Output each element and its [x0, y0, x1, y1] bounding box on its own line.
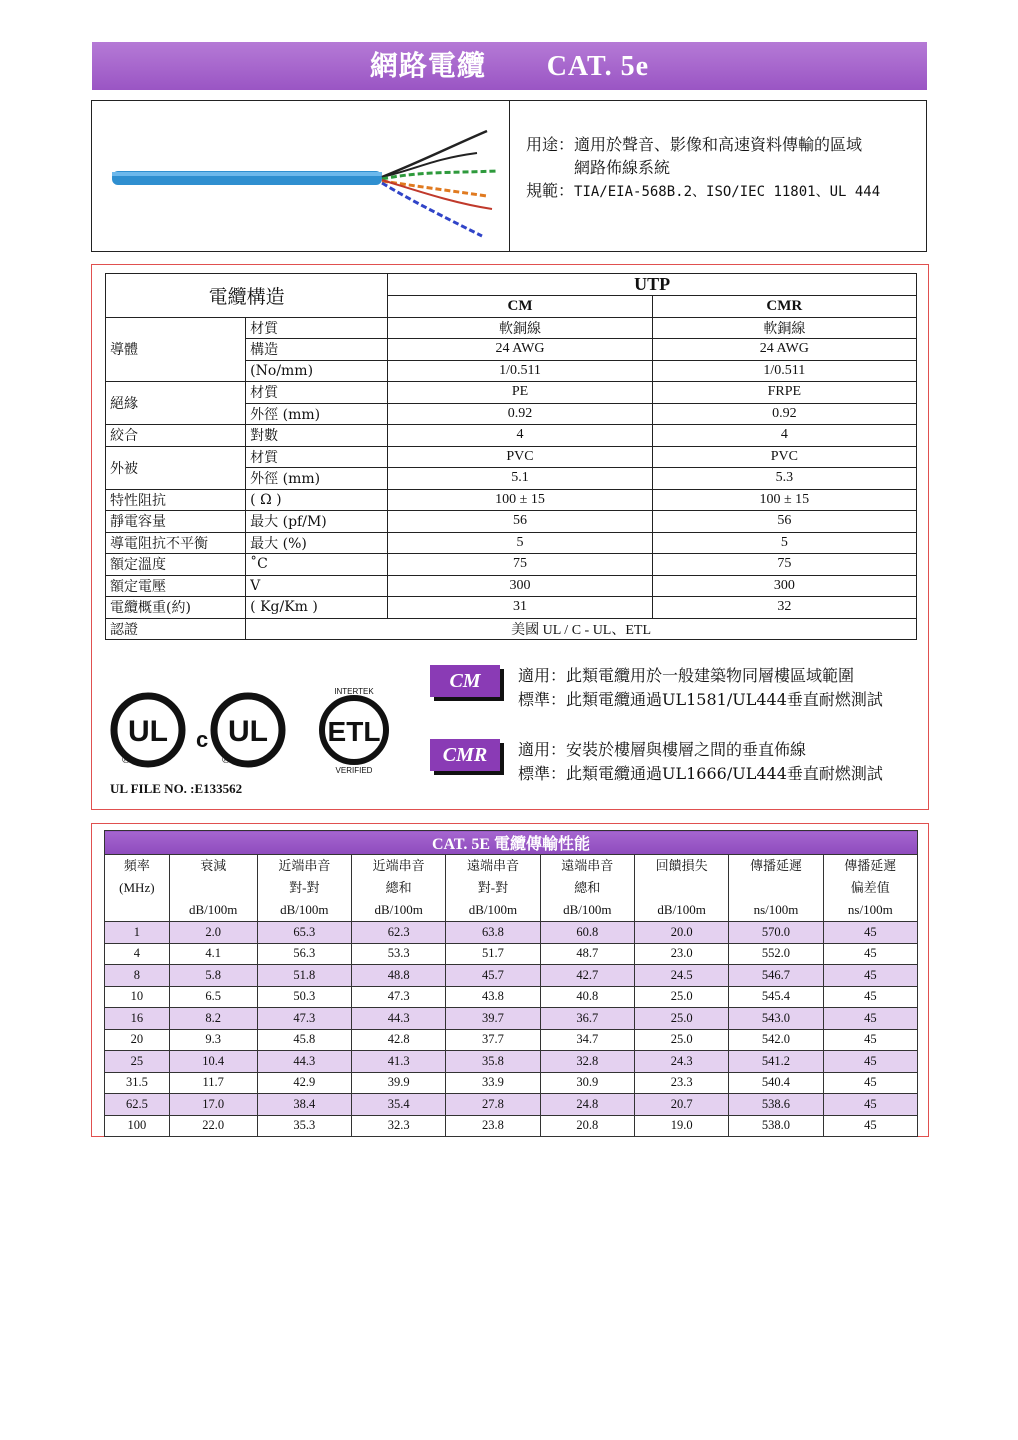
spec-item: 外徑 (mm) — [246, 468, 388, 490]
table-cell: 35.4 — [351, 1094, 445, 1116]
usage-line-2: 網路佈線系統 — [574, 158, 671, 177]
header-line: 總和 — [574, 880, 601, 895]
cm-header: CM — [388, 296, 652, 318]
table-cell: 56.3 — [257, 943, 351, 965]
performance-header-cell — [351, 855, 445, 922]
table-row — [105, 1051, 918, 1073]
header-line: dB/100m — [189, 902, 238, 917]
spec-cmr-value: 75 — [652, 554, 916, 576]
spec-group: 額定溫度 — [106, 554, 246, 576]
table-cell: 45 — [823, 1029, 917, 1051]
etl-logo-text: ETL — [327, 716, 381, 747]
spec-cmr-value: 0.92 — [652, 403, 916, 425]
table-row — [105, 1115, 918, 1137]
table-cell: 47.3 — [257, 1008, 351, 1030]
ul-logo-text: UL — [128, 715, 168, 748]
spec-item: (No/mm) — [246, 360, 388, 382]
table-cell: 41.3 — [351, 1051, 445, 1073]
table-row — [105, 965, 918, 987]
spec-cmr-value: 1/0.511 — [652, 360, 916, 382]
table-row — [105, 1094, 918, 1116]
performance-header-cell — [257, 855, 351, 922]
performance-header-cell — [540, 855, 634, 922]
table-cell: 50.3 — [257, 986, 351, 1008]
usage-line-1: 適用於聲音、影像和高速資料傳輸的區域 — [574, 135, 863, 154]
table-cell: 32.8 — [540, 1051, 634, 1073]
spec-cmr-value: 32 — [652, 597, 916, 619]
table-cell: 5.8 — [169, 965, 257, 987]
standard-value: TIA/EIA-568B.2、ISO/IEC 11801、UL 444 — [574, 184, 881, 200]
performance-header-cell — [634, 855, 728, 922]
table-cell: 538.6 — [729, 1094, 823, 1116]
spec-cmr-value: FRPE — [652, 382, 916, 404]
verified-text: VERIFIED — [335, 766, 373, 775]
table-cell: 4 — [105, 943, 170, 965]
spec-cm-value: 5 — [388, 532, 652, 554]
spec-cm-value: PVC — [388, 446, 652, 468]
spec-item: 最大 (pf/M) — [246, 511, 388, 533]
c-ul-logo-text: UL — [228, 715, 268, 748]
spec-item: 材質 — [246, 317, 388, 339]
table-cell: 25.0 — [634, 1029, 728, 1051]
spec-item: ( Ω ) — [246, 489, 388, 511]
header-line: dB/100m — [374, 902, 423, 917]
c-ul-prefix: c — [196, 727, 209, 752]
spec-item: ˚C — [246, 554, 388, 576]
spec-cm-value: 300 — [388, 575, 652, 597]
cmr-header: CMR — [652, 296, 916, 318]
header-line: dB/100m — [468, 902, 518, 917]
performance-header-cell — [169, 855, 257, 922]
cm-standard-text: 標準：此類電纜通過UL1581/UL444垂直耐燃測試 — [518, 690, 883, 709]
usage-label: 用途： — [526, 135, 575, 154]
spec-cm-value: 1/0.511 — [388, 360, 652, 382]
table-cell: 45 — [823, 1072, 917, 1094]
table-cell: 17.0 — [169, 1094, 257, 1116]
table-cell: 34.7 — [540, 1029, 634, 1051]
spec-cmr-value: 100 ± 15 — [652, 489, 916, 511]
header-line — [729, 877, 822, 899]
header-line: dB/100m — [280, 902, 329, 917]
table-cell: 40.8 — [540, 986, 634, 1008]
certification-logos — [110, 685, 400, 779]
table-cell: 47.3 — [351, 986, 445, 1008]
performance-header-cell — [446, 855, 540, 922]
table-row — [105, 922, 918, 944]
header-line: 對-對 — [289, 880, 320, 895]
spec-box — [91, 264, 929, 810]
table-cell: 37.7 — [446, 1029, 540, 1051]
spec-group: 電纜概重(約) — [106, 597, 246, 619]
table-cell: 540.4 — [729, 1072, 823, 1094]
spec-cm-value: PE — [388, 382, 652, 404]
performance-header-cell — [729, 855, 823, 922]
table-cell: 45 — [823, 965, 917, 987]
header-line: 傳播延遲 — [844, 858, 897, 873]
table-cell: 22.0 — [169, 1115, 257, 1137]
header-line: 遠端串音 — [561, 858, 614, 873]
spec-cm-value: 75 — [388, 554, 652, 576]
construction-header: 電纜構造 — [106, 274, 388, 318]
spec-cmr-value: 5 — [652, 532, 916, 554]
ul-logo — [114, 696, 182, 766]
spec-cmr-value: 5.3 — [652, 468, 916, 490]
table-cell: 1 — [105, 922, 170, 944]
table-cell: 2.0 — [169, 922, 257, 944]
table-cell: 24.8 — [540, 1094, 634, 1116]
table-cell: 100 — [105, 1115, 170, 1137]
table-cell: 63.8 — [446, 922, 540, 944]
intertek-text: INTERTEK — [334, 687, 374, 696]
header-line: 總和 — [385, 880, 412, 895]
spec-cm-value: 24 AWG — [388, 339, 652, 361]
table-cell: 20 — [105, 1029, 170, 1051]
header-line: ns/100m — [847, 902, 893, 917]
header-line: 對-對 — [477, 880, 509, 895]
table-cell: 39.9 — [351, 1072, 445, 1094]
spec-item: 最大 (%) — [246, 532, 388, 554]
performance-title: CAT. 5E 電纜傳輸性能 — [105, 831, 918, 855]
table-cell: 65.3 — [257, 922, 351, 944]
table-cell: 27.8 — [446, 1094, 540, 1116]
title-bar — [92, 42, 927, 90]
title-chinese: 網路電纜 — [369, 49, 486, 82]
table-cell: 24.3 — [634, 1051, 728, 1073]
header-line: dB/100m — [657, 902, 706, 917]
table-cell: 11.7 — [169, 1072, 257, 1094]
table-cell: 10 — [105, 986, 170, 1008]
header-line: 偏差值 — [850, 880, 890, 895]
header-line: 衰減 — [200, 858, 227, 873]
table-cell: 570.0 — [729, 922, 823, 944]
cert-value: 美國 UL / C - UL、ETL — [246, 618, 917, 640]
table-cell: 23.8 — [446, 1115, 540, 1137]
table-cell: 60.8 — [540, 922, 634, 944]
spec-item: V — [246, 575, 388, 597]
table-cell: 8.2 — [169, 1008, 257, 1030]
table-cell: 45.7 — [446, 965, 540, 987]
performance-box — [91, 823, 929, 1137]
spec-cm-value: 0.92 — [388, 403, 652, 425]
table-cell: 545.4 — [729, 986, 823, 1008]
header-line: 回饋損失 — [655, 858, 708, 873]
cmr-usage-text: 適用：安裝於樓層與樓層之間的垂直佈線 — [518, 740, 807, 759]
table-cell: 38.4 — [257, 1094, 351, 1116]
header-line — [105, 899, 169, 921]
table-cell: 30.9 — [540, 1072, 634, 1094]
cmr-badge: CMR — [430, 739, 500, 771]
table-cell: 42.9 — [257, 1072, 351, 1094]
c-ul-logo — [196, 696, 282, 766]
performance-header-cell — [823, 855, 917, 922]
spec-cmr-value: 4 — [652, 425, 916, 447]
table-cell: 546.7 — [729, 965, 823, 987]
table-cell: 45 — [823, 1008, 917, 1030]
table-cell: 4.1 — [169, 943, 257, 965]
table-cell: 31.5 — [105, 1072, 170, 1094]
header-line: dB/100m — [563, 902, 612, 917]
table-cell: 48.8 — [351, 965, 445, 987]
spec-cmr-value: PVC — [652, 446, 916, 468]
header-line: 近端串音 — [278, 858, 331, 873]
spec-group: 額定電壓 — [106, 575, 246, 597]
ul-registered-mark: ® — [122, 754, 131, 766]
table-row — [105, 986, 918, 1008]
table-cell: 45 — [823, 1094, 917, 1116]
table-cell: 44.3 — [257, 1051, 351, 1073]
cable-image — [92, 101, 510, 251]
c-ul-registered-mark: ® — [222, 754, 231, 766]
intro-box — [91, 100, 927, 252]
table-cell: 35.8 — [446, 1051, 540, 1073]
table-cell: 25.0 — [634, 986, 728, 1008]
spec-group: 絞合 — [106, 425, 246, 447]
cert-label: 認證 — [106, 618, 246, 640]
header-line: 遠端串音 — [466, 858, 519, 873]
table-cell: 51.7 — [446, 943, 540, 965]
spec-item: 材質 — [246, 446, 388, 468]
header-line: 頻率 — [123, 858, 150, 873]
usage-text — [526, 133, 880, 204]
etl-logo — [322, 687, 386, 775]
table-row — [105, 943, 918, 965]
table-cell: 23.0 — [634, 943, 728, 965]
table-cell: 43.8 — [446, 986, 540, 1008]
table-cell: 6.5 — [169, 986, 257, 1008]
title-category: CAT. 5e — [546, 51, 650, 82]
table-cell: 42.7 — [540, 965, 634, 987]
spec-cm-value: 4 — [388, 425, 652, 447]
table-cell: 45 — [823, 1115, 917, 1137]
cm-badge: CM — [430, 665, 500, 697]
spec-cmr-value: 300 — [652, 575, 916, 597]
table-cell: 62.3 — [351, 922, 445, 944]
cm-usage-text: 適用：此類電纜用於一般建築物同層樓區域範圍 — [518, 666, 855, 685]
table-cell: 552.0 — [729, 943, 823, 965]
table-cell: 20.0 — [634, 922, 728, 944]
spec-cmr-value: 56 — [652, 511, 916, 533]
table-cell: 45 — [823, 943, 917, 965]
spec-group: 外被 — [106, 446, 246, 489]
header-line: (MHz) — [119, 880, 155, 895]
table-cell: 44.3 — [351, 1008, 445, 1030]
table-cell: 45 — [823, 1051, 917, 1073]
table-cell: 25.0 — [634, 1008, 728, 1030]
standard-label: 規範： — [526, 181, 575, 200]
table-cell: 8 — [105, 965, 170, 987]
table-cell: 53.3 — [351, 943, 445, 965]
table-cell: 35.3 — [257, 1115, 351, 1137]
spec-item: 材質 — [246, 382, 388, 404]
spec-group: 導體 — [106, 317, 246, 382]
table-cell: 39.7 — [446, 1008, 540, 1030]
table-cell: 24.5 — [634, 965, 728, 987]
table-cell: 42.8 — [351, 1029, 445, 1051]
spec-cm-value: 56 — [388, 511, 652, 533]
table-cell: 16 — [105, 1008, 170, 1030]
spec-cmr-value: 24 AWG — [652, 339, 916, 361]
table-cell: 45 — [823, 986, 917, 1008]
table-cell: 9.3 — [169, 1029, 257, 1051]
table-cell: 10.4 — [169, 1051, 257, 1073]
table-cell: 51.8 — [257, 965, 351, 987]
table-cell: 20.8 — [540, 1115, 634, 1137]
spec-group: 導電阻抗不平衡 — [106, 532, 246, 554]
table-cell: 48.7 — [540, 943, 634, 965]
cmr-standard-text: 標準：此類電纜通過UL1666/UL444垂直耐燃測試 — [518, 764, 883, 783]
table-cell: 45 — [823, 922, 917, 944]
performance-header-cell — [105, 855, 170, 922]
spec-cm-value: 軟銅線 — [388, 317, 652, 339]
table-cell: 23.3 — [634, 1072, 728, 1094]
cable-illustration — [92, 101, 509, 251]
table-cell: 542.0 — [729, 1029, 823, 1051]
table-row — [105, 1008, 918, 1030]
header-line: 傳播延遲 — [749, 858, 802, 873]
spec-item: 構造 — [246, 339, 388, 361]
table-cell: 25 — [105, 1051, 170, 1073]
header-line: 近端串音 — [372, 858, 425, 873]
table-cell: 538.0 — [729, 1115, 823, 1137]
table-cell: 62.5 — [105, 1094, 170, 1116]
header-line — [170, 877, 257, 899]
table-cell: 32.3 — [351, 1115, 445, 1137]
table-row — [105, 1029, 918, 1051]
spec-item: 外徑 (mm) — [246, 403, 388, 425]
header-line: ns/100m — [753, 902, 799, 917]
utp-header: UTP — [388, 274, 917, 296]
spec-item: 對數 — [246, 425, 388, 447]
spec-group: 絕緣 — [106, 382, 246, 425]
table-cell: 36.7 — [540, 1008, 634, 1030]
spec-item: ( Kg/Km ) — [246, 597, 388, 619]
spec-cm-value: 5.1 — [388, 468, 652, 490]
performance-header-row — [105, 855, 918, 922]
table-cell: 541.2 — [729, 1051, 823, 1073]
header-line — [635, 877, 728, 899]
performance-table — [104, 830, 918, 1137]
spec-cm-value: 31 — [388, 597, 652, 619]
table-cell: 20.7 — [634, 1094, 728, 1116]
table-cell: 45.8 — [257, 1029, 351, 1051]
table-cell: 19.0 — [634, 1115, 728, 1137]
spec-table — [105, 273, 917, 640]
spec-cm-value: 100 ± 15 — [388, 489, 652, 511]
spec-cmr-value: 軟銅線 — [652, 317, 916, 339]
ul-file-number: UL FILE NO. :E133562 — [110, 781, 243, 796]
table-row — [105, 1072, 918, 1094]
spec-group: 特性阻抗 — [106, 489, 246, 511]
table-cell: 33.9 — [446, 1072, 540, 1094]
spec-group: 靜電容量 — [106, 511, 246, 533]
table-cell: 543.0 — [729, 1008, 823, 1030]
